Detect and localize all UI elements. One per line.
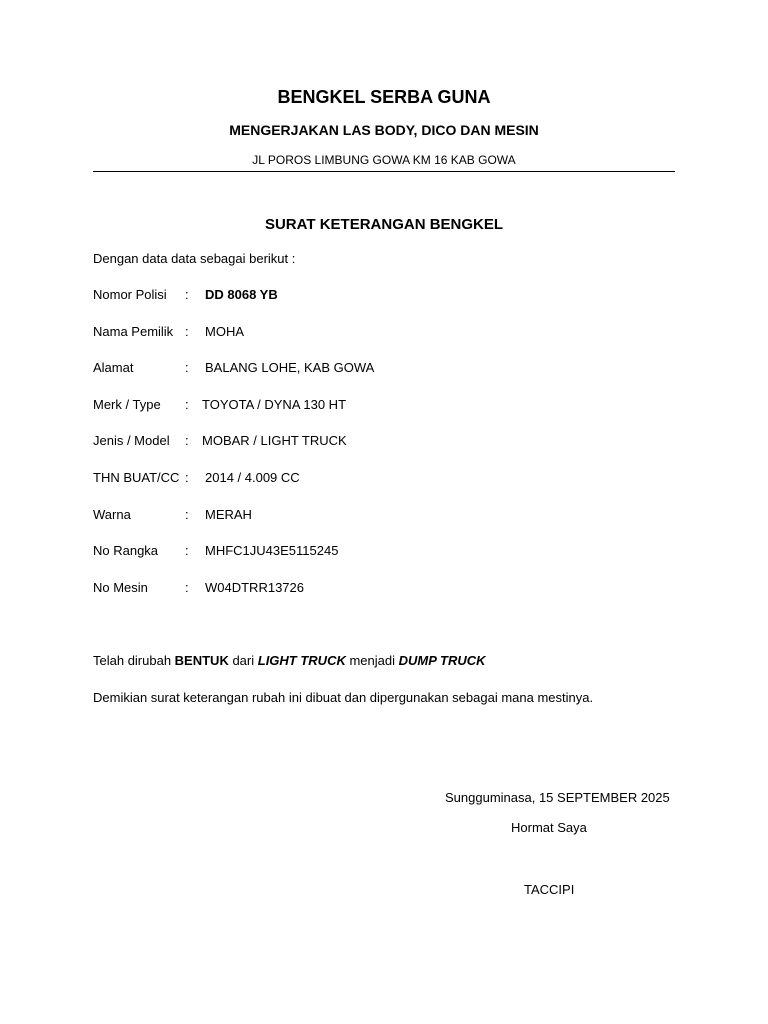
field-label: Nama Pemilik: [93, 323, 174, 339]
field-separator: :: [185, 287, 189, 302]
change-attribute: BENTUK: [174, 653, 229, 668]
regards-text: Hormat Saya: [511, 820, 587, 835]
field-separator: :: [185, 360, 189, 376]
intro-text: Dengan data data sebagai berikut :: [93, 251, 296, 266]
place-date: Sungguminasa, 15 SEPTEMBER 2025: [445, 790, 670, 805]
change-new-type: DUMP TRUCK: [398, 653, 486, 668]
field-value: MOHA: [205, 323, 244, 339]
document-title: SURAT KETERANGAN BENGKEL: [264, 216, 504, 233]
field-value: TOYOTA / DYNA 130 HT: [202, 396, 347, 412]
field-label: Alamat: [93, 360, 134, 376]
field-separator: :: [185, 543, 189, 559]
field-value: W04DTRR13726: [205, 579, 304, 595]
field-separator: :: [185, 323, 189, 339]
field-separator: :: [185, 579, 189, 595]
field-value: BALANG LOHE, KAB GOWA: [205, 360, 375, 376]
field-label: Warna: [93, 506, 131, 522]
field-value: MHFC1JU43E5115245: [205, 543, 339, 559]
closing-statement: Demikian surat keterangan rubah ini dibuat dan dipergunakan sebagai mana mestinya.: [93, 690, 594, 705]
field-label: Merk / Type: [93, 396, 161, 412]
company-name: BENGKEL SERBA GUNA: [277, 87, 491, 107]
field-separator: :: [185, 506, 189, 522]
company-services: MENGERJAKAN LAS BODY, DICO DAN MESIN: [229, 122, 539, 138]
change-text-prefix: Telah dirubah: [93, 653, 175, 668]
field-separator: :: [185, 469, 189, 485]
field-label: No Mesin: [93, 579, 148, 595]
field-label: No Rangka: [93, 543, 159, 559]
company-address: JL POROS LIMBUNG GOWA KM 16 KAB GOWA: [252, 153, 516, 167]
change-text-to: menjadi: [345, 653, 399, 668]
signer-name: TACCIPI: [524, 882, 575, 897]
field-label: Nomor Polisi: [93, 287, 167, 302]
field-separator: :: [185, 433, 189, 449]
field-value: MOBAR / LIGHT TRUCK: [202, 433, 347, 449]
field-separator: :: [185, 396, 189, 412]
change-text-from: dari: [228, 653, 258, 668]
change-statement: [93, 653, 486, 668]
field-value: DD 8068 YB: [205, 287, 278, 302]
header-divider: [93, 171, 675, 172]
field-value: 2014 / 4.009 CC: [205, 469, 300, 485]
field-label: Jenis / Model: [93, 433, 170, 449]
field-value: MERAH: [205, 506, 252, 522]
change-original-type: LIGHT TRUCK: [257, 653, 346, 668]
field-label: THN BUAT/CC: [93, 469, 180, 485]
